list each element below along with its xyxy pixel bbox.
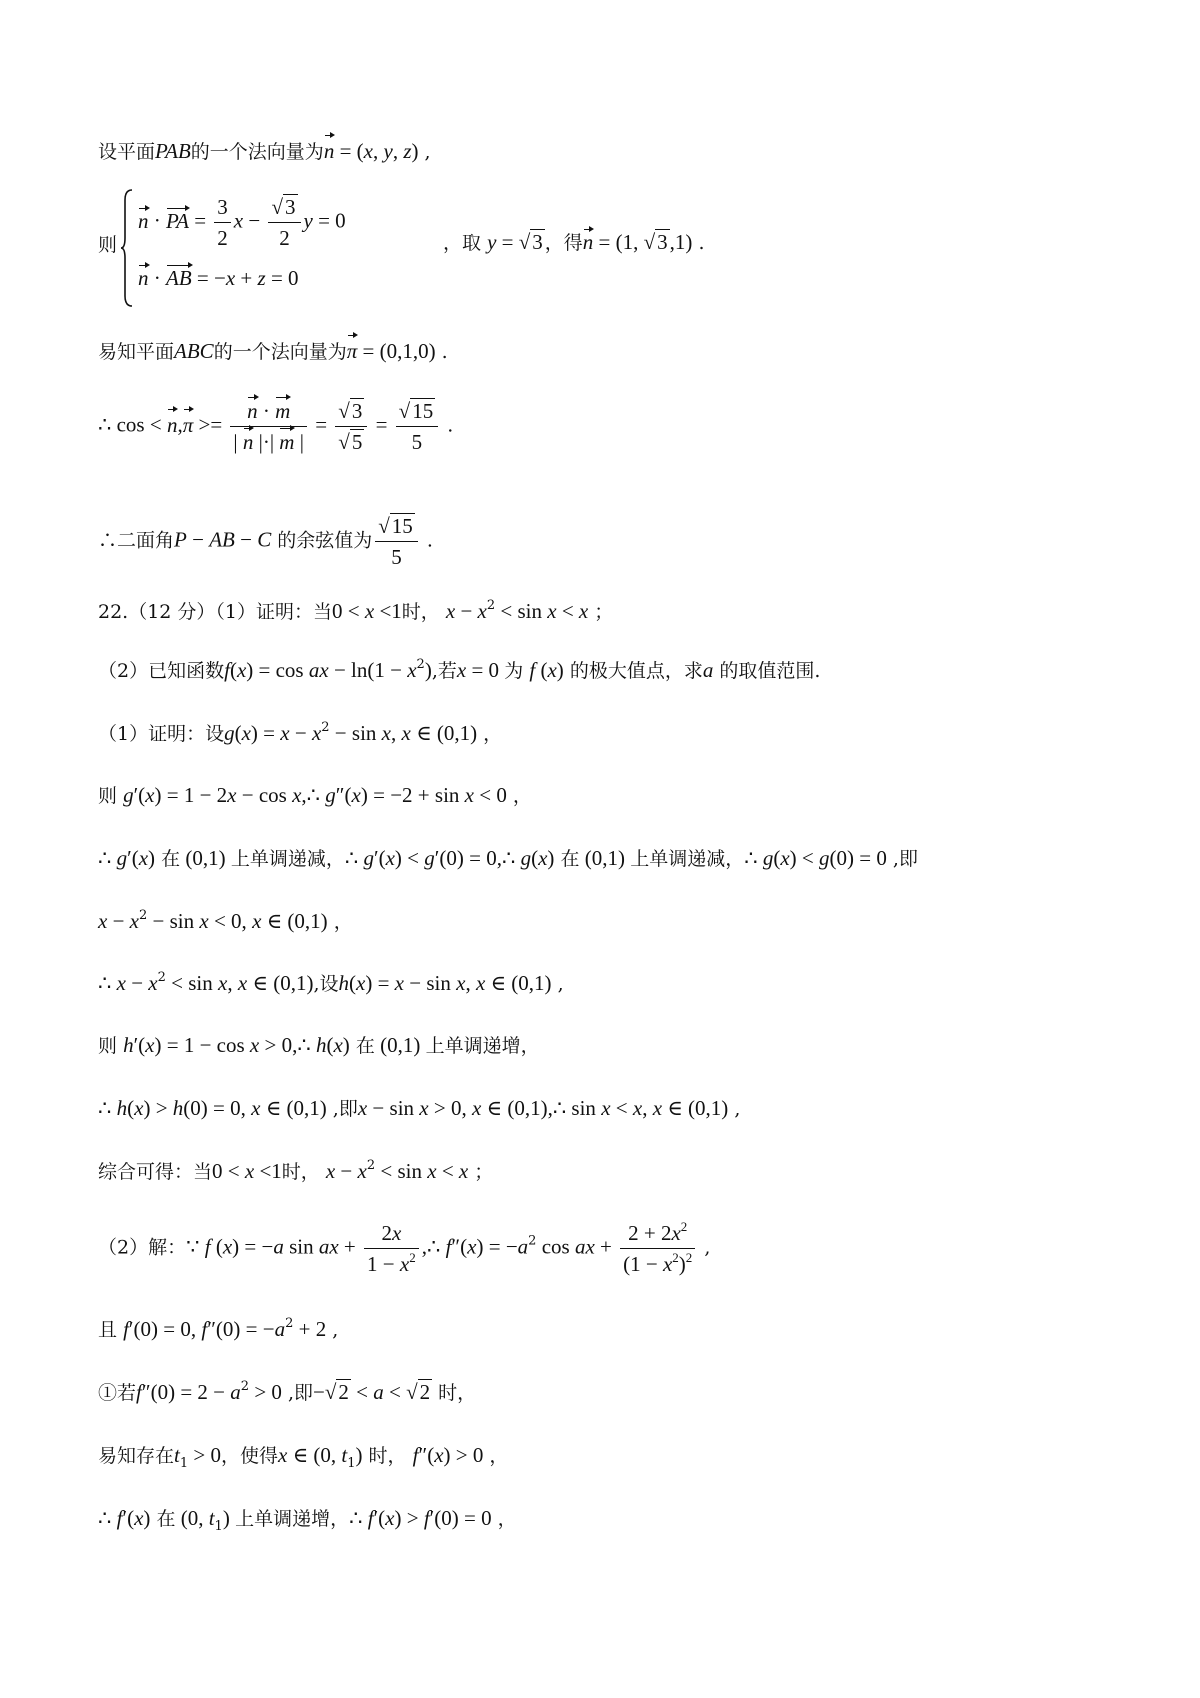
- normal-vector-intro: 设平面PAB的一个法向量为n = (x, y, z) ,: [98, 136, 431, 167]
- f-prime-monotone: ∴ f′(x) 在 (0, $t_1$) 上单调递增，∴ f′(x) > f′(0) = 0 ，: [98, 1506, 517, 1534]
- case-1: ①若$f''(0) = 2 - a^2 > 0$ ,即−√2 < a < √2 时，: [98, 1379, 477, 1404]
- document-page: 设平面PAB的一个法向量为n = (x, y, z) , 则 n · PA = $\frac{3}{2}$ x − $\frac{√3}{2}$ y = 0 n · AB = −x + z = 0 ，取 y = √3 ，得n = (1, √3,1) . 易知平面ABC的一个法向量为π = (0,1,0) . ∴ cos < n,π >= $\frac{n \cdot m}{| n |\cdot| m |}$ = $\frac{√3}{√5}$ = $\frac{√15}{5}$ . ∴二面角P − AB − C 的余弦值为 $\frac{√15}{5}$ . 22.（12 分）（1）证明：当0 < x <1时， $x - x^2 < \sin x < x$ ； （2）已知函数f(x) = cos ax − $\ln(1 - x^2)$,若x = 0 为 f (x) 的极大值点，求a 的取值范围. （1）证明：设$g(x) = x - x^2 - \sin x$, x ∈ (0,1) ， 则 g′(x) = 1 − 2x − cos x,∴ g″(x) = −2 + sin x < 0 ， ∴ g′(x) 在 (0,1) 上单调递减，∴ g′(x) < g′(0) = 0,∴ g(x) 在 (0,1) 上单调递减，∴ g(x) < g(0) = 0 ,即 $x - x^2 - \sin x < 0$, x ∈ (0,1) ， ∴ $x - x^2 < \sin x$, x ∈ (0,1),设h(x) = x − sin x, x ∈ (0,1) , 则 h′(x) = 1 − cos x > 0,∴ h(x) 在 (0,1) 上单调递增， ∴ h(x) > h(0) = 0, x ∈ (0,1) ,即x − sin x > 0, x ∈ (0,1),∴ sin x < x, x ∈ (0,1) , 综合可得：当0 < x <1时， $x - x^2 < \sin x < x$ ； （2）解：∵ f (x) = −a sin ax + $\frac{2x}{1 - x^2}$ ,∴ $f''(x) = -a^2$ cos ax + $\frac{2 + 2x^2}{(1 - x^2)^2}$ , 且 f′(0) = 0, $f''(0) = -a^2 + 2$ , ①若$f''(0) = 2 - a^2 > 0$ ,即−√2 < a < √2 时， 易知存在$t_1 > 0$，使得x ∈ (0, $t_1$) 时， f″(x) > 0 ， ∴ f′(x) 在 (0, $t_1$) 上单调递增，∴ f′(x) > f′(0) = 0 ，: [0, 0, 1200, 1698]
- proof-conclusion: 综合可得：当0 < x <1时， $x - x^2 < \sin x < x$ ；: [98, 1158, 494, 1183]
- dihedral-cosine: ∴二面角P − AB − C 的余弦值为 $\frac{√15}{5}$ .: [98, 514, 433, 569]
- proof-define-g: （1）证明：设$g(x) = x - x^2 - \sin x$, x ∈ (0,1) ，: [98, 720, 503, 745]
- proof-h-monotone: 则 h′(x) = 1 − cos x > 0,∴ h(x) 在 (0,1) 上单调递增，: [98, 1033, 540, 1057]
- equation-solution: ，取 y = √3 ，得n = (1, √3,1) .: [443, 230, 705, 254]
- problem-22-part2: （2）已知函数f(x) = cos ax − $\ln(1 - x^2)$,若x = 0 为 f (x) 的极大值点，求a 的取值范围.: [98, 657, 821, 682]
- cosine-formula: ∴ cos < n,π >= $\frac{n \cdot m}{| n |\cdot| m |}$ = $\frac{√3}{√5}$ = $\frac{√15}{5}$ .: [98, 399, 454, 454]
- plane-abc-normal: 易知平面ABC的一个法向量为π = (0,1,0) .: [98, 336, 448, 367]
- derivatives-at-zero: 且 f′(0) = 0, $f''(0) = -a^2 + 2$ ,: [98, 1316, 339, 1341]
- left-brace-icon: [120, 188, 134, 308]
- solution-derivatives: （2）解：∵ f (x) = −a sin ax + $\frac{2x}{1 - x^2}$ ,∴ $f''(x) = -a^2$ cos ax + $\frac{2 + 2x^2}{(1 - x^2)^2}$ ,: [98, 1219, 711, 1276]
- equation-ab: n · AB = −x + z = 0: [138, 266, 299, 290]
- problem-22-part1: 22.（12 分）（1）证明：当0 < x <1时， $x - x^2 < \sin x < x$ ；: [98, 598, 614, 623]
- proof-inequality-1: $x - x^2 - \sin x < 0$, x ∈ (0,1) ，: [98, 908, 353, 933]
- proof-g-derivatives: 则 g′(x) = 1 − 2x − cos x,∴ g″(x) = −2 + sin x < 0 ，: [98, 783, 532, 807]
- proof-inequality-2: ∴ h(x) > h(0) = 0, x ∈ (0,1) ,即x − sin x > 0, x ∈ (0,1),∴ sin x < x, x ∈ (0,1) ,: [98, 1096, 741, 1120]
- proof-g-monotone: ∴ g′(x) 在 (0,1) 上单调递减，∴ g′(x) < g′(0) = 0,∴ g(x) 在 (0,1) 上单调递减，∴ g(x) < g(0) = 0 ,即: [98, 846, 918, 870]
- existence-t1: 易知存在$t_1 > 0$，使得x ∈ (0, $t_1$) 时， f″(x) > 0 ，: [98, 1443, 509, 1471]
- proof-define-h: ∴ $x - x^2 < \sin x$, x ∈ (0,1),设h(x) = x − sin x, x ∈ (0,1) ,: [98, 970, 564, 995]
- equation-pa: n · PA = $\frac{3}{2}$ x − $\frac{√3}{2}$ y = 0: [138, 195, 346, 250]
